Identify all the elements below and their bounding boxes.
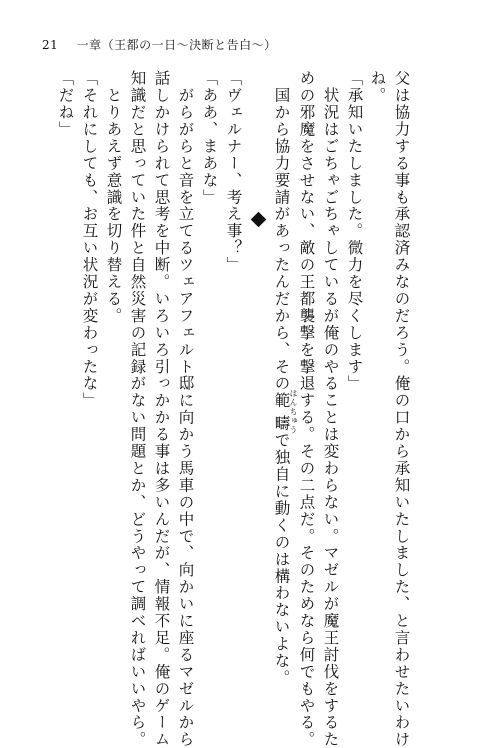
text-column-4: 状況はごちゃごちゃしているが俺のやることは変わらない。マゼルが魔王討伐をするた [321, 70, 340, 748]
text-column-6 [273, 70, 298, 686]
text-column-6-after-ruby: で独自に動くのは構わないよな。 [272, 432, 291, 687]
text-column-17: 「だね」 [56, 70, 75, 138]
ruby-hanchuu: 範疇はんちゅう [272, 389, 298, 436]
text-column-6-before-ruby: 国から協力要請があったんだから、その [272, 70, 291, 393]
section-break-diamond [251, 212, 267, 228]
text-column-13: 話しかけられて思考を中断。いろいろ引っかかる事は多いんだが、情報不足。俺のゲーム [152, 70, 171, 748]
text-column-12: がらがらと音を立てるツェアフェルト邸に向かう馬車の中で、向かいに座るマゼルから [176, 70, 195, 748]
text-column-14: 知識だと思っていた件と自然災害の記録がない問題とか、どうやって調べればいいやら。 [128, 70, 147, 748]
chapter-title: 一章（王都の一日～決断と告白～） [76, 38, 277, 52]
text-column-2: ね。 [368, 70, 387, 104]
text-column-3: 「承知いたしました。微力を尽くします」 [345, 70, 364, 393]
text-column-1: 父は協力する事も承認済みなのだろう。俺の口から承知いたしました、と言わせたいわけ [392, 70, 411, 748]
running-header [42, 36, 277, 53]
text-column-10: 「ヴェルナー、考え事？」 [224, 70, 243, 274]
text-column-15: とりあえず意識を切り替える。 [104, 70, 123, 325]
page-number: 21 [42, 38, 59, 52]
text-column-5: めの邪魔をさせない、敵の王都襲撃を撃退する。その二点だ。そのためなら何でもやる。 [297, 70, 316, 748]
text-column-16: 「それにしても、お互い状況が変わったな」 [80, 70, 99, 409]
text-column-11: 「ああ、まあな」 [200, 70, 219, 206]
vertical-body-text [0, 70, 500, 748]
